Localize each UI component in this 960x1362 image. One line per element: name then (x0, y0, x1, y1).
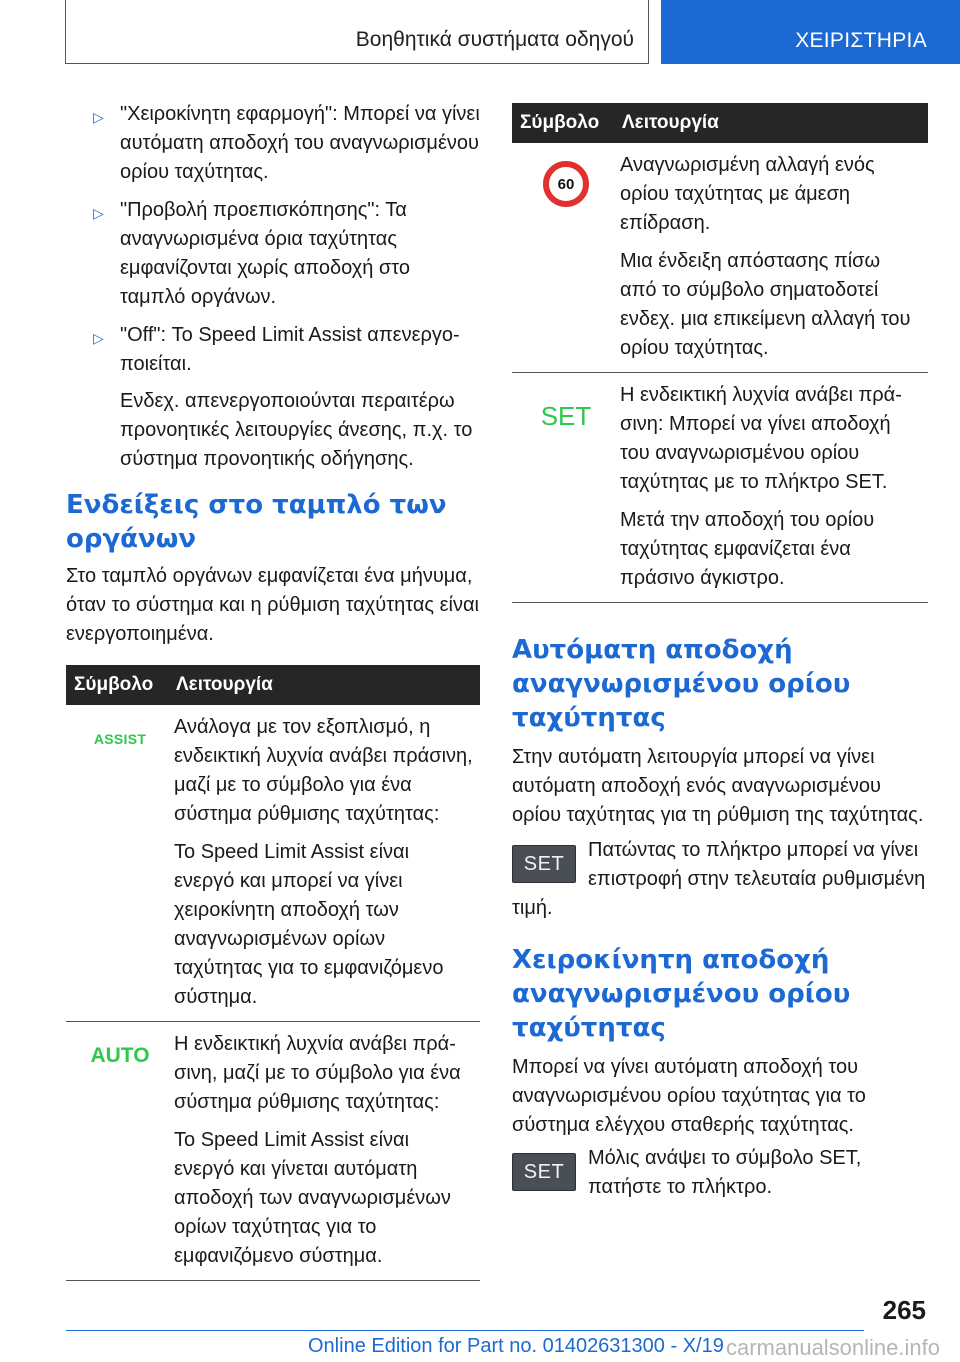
symbol-cell (66, 1030, 174, 1271)
set-button-note-text: Πατώντας το πλήκτρο μπορεί να γίνει επιστροφή στην τελευταία ρυθμισμένη τιμή. (512, 839, 926, 919)
symbol-cell (512, 151, 620, 363)
table-header (512, 103, 928, 143)
list-item (66, 196, 480, 312)
function-text: Το Speed Limit Assist είναι ενεργό και γίνεται αυτόματη αποδοχή των αναγνωρισμένων ορίων ταχύτητας για το εμφανιζόμενο σύστημα. (174, 1129, 451, 1267)
triangle-bullet-icon: ▷ (93, 330, 104, 346)
symbol-cell (66, 713, 174, 1012)
list-item (66, 321, 480, 474)
column-header-function: Λειτουργία (176, 674, 273, 695)
set-button-note (512, 836, 928, 923)
speed-limit-sign-icon: 60 (543, 161, 589, 207)
auto-acceptance-text: Στην αυτόματη λειτουργία μπορεί να γίνει αυτόματη αποδοχή ενός αναγνωρισμένου ορίου ταχύτητας για τη ρύθμιση της ταχύτητας. (512, 746, 924, 826)
list-item-text: "Προβολή προεπισκόπησης": Τα αναγνωρισμένα όρια ταχύτητας εμφανίζονται χωρίς αποδοχή στο ταμπλό οργάνων. (120, 199, 410, 308)
table-row (66, 1022, 480, 1281)
list-item-text: "Χειροκίνητη εφαρμογή": Μπορεί να γίνει αυτόματη αποδοχή του αναγνωρισμένου ορίου ταχύτητας. (120, 103, 480, 183)
function-text: Η ενδεικτική λυχνία ανάβει πράσινη, μαζί με το σύμβολο για ένα σύστημα ρύθμισης ταχύτητας: (174, 1033, 461, 1113)
set-indicator-icon: SET (540, 401, 592, 431)
left-column (66, 100, 480, 1281)
list-item-text: "Off": Το Speed Limit Assist απενεργοποιείται. (120, 324, 460, 375)
indicator-table (66, 665, 480, 1281)
set-button-note-text: Μόλις ανάψει το σύμβολο SET, πατήστε το πλήκτρο. (588, 1147, 862, 1198)
triangle-bullet-icon: ▷ (93, 109, 104, 125)
header-chapter-tab[interactable] (661, 0, 960, 64)
column-header-symbol: Σύμβολο (520, 112, 600, 133)
function-cell (620, 381, 928, 593)
table-row (66, 705, 480, 1022)
function-text: Αναγνωρισμένη αλλαγή ενός ορίου ταχύτητας με άμεση επίδραση. (620, 154, 875, 234)
watermark: carmanualsonline.info (725, 1335, 940, 1360)
section-heading: Ενδείξεις στο ταμπλό των οργάνων (66, 490, 447, 554)
function-cell (174, 713, 480, 1012)
manual-acceptance-text: Μπορεί να γίνει αυτόματη αποδοχή του αναγνωρισμένου ορίου ταχύτητας για το σύστημα ελέγχου σταθερής ταχύτητας. (512, 1056, 866, 1136)
set-button-icon: SET (512, 1153, 576, 1191)
column-header-symbol: Σύμβολο (74, 674, 154, 695)
table-header (66, 665, 480, 705)
footer-divider (66, 1330, 864, 1331)
function-text: Το Speed Limit Assist είναι ενεργό και μπορεί να γίνει χειροκίνητη αποδοχή των αναγνωρισμένων ορίων ταχύτητας για το εμφανιζόμενο σύστημα. (174, 841, 444, 1008)
intro-paragraph: Στο ταμπλό οργάνων εμφανίζεται ένα μήνυμα, όταν το σύστημα και η ρύθμιση ταχύτητας είναι ενεργοποιημένα. (66, 565, 479, 645)
symbol-cell (512, 381, 620, 593)
list-item (66, 100, 480, 187)
set-button-icon: SET (512, 845, 576, 883)
function-text: Μετά την αποδοχή του ορίου ταχύτητας εμφανίζεται ένα πράσινο άγκιστρο. (620, 509, 875, 589)
table-row (512, 373, 928, 603)
table-row (512, 143, 928, 373)
header-section-box (65, 0, 649, 64)
function-text: Η ενδεικτική λυχνία ανάβει πράσινη: Μπορεί να γίνει αποδοχή του αναγνωρισμένου ορίου ταχύτητας με το πλήκτρο SET. (620, 384, 902, 493)
edition-text: Online Edition for Part no. 01402631300 - X/19 (308, 1335, 724, 1357)
function-cell (174, 1030, 480, 1271)
chapter-title: ΧΕΙΡΙΣΤΗΡΙΑ (795, 29, 927, 52)
function-cell (620, 151, 928, 363)
page-number: 265 (882, 1295, 926, 1325)
list-item-note: Ενδεχ. απενεργοποιούνται περαιτέρω προνοητικές λειτουργίες άνεσης, π.χ. το σύστημα προνοητικής οδήγησης. (120, 390, 473, 470)
section-title: Βοηθητικά συστήματα οδηγού (355, 28, 634, 51)
manual-acceptance-heading: Χειροκίνητη αποδοχή αναγνωρισμένου ορίου ταχύτητας (512, 945, 851, 1043)
auto-acceptance-heading: Αυτόματη αποδοχή αναγνωρισμένου ορίου ταχύτητας (512, 635, 851, 733)
auto-indicator-icon: AUTO (90, 1044, 150, 1067)
function-text: Ανάλογα με τον εξοπλισμό, η ενδεικτική λυχνία ανάβει πράσινη, μαζί με το σύμβολο για ένα σύστημα ρύθμισης ταχύτητας: (174, 716, 473, 825)
column-header-function: Λειτουργία (622, 112, 719, 133)
right-column (512, 103, 928, 1202)
set-button-note (512, 1144, 928, 1202)
triangle-bullet-icon: ▷ (93, 205, 104, 221)
function-text: Μια ένδειξη απόστασης πίσω από το σύμβολο σηματοδοτεί ενδεχ. μια επικείμενη αλλαγή του ορίου ταχύτητας. (620, 250, 911, 359)
assist-indicator-icon: ASSIST (93, 731, 147, 747)
option-list (66, 100, 480, 474)
indicator-table-continued (512, 103, 928, 603)
